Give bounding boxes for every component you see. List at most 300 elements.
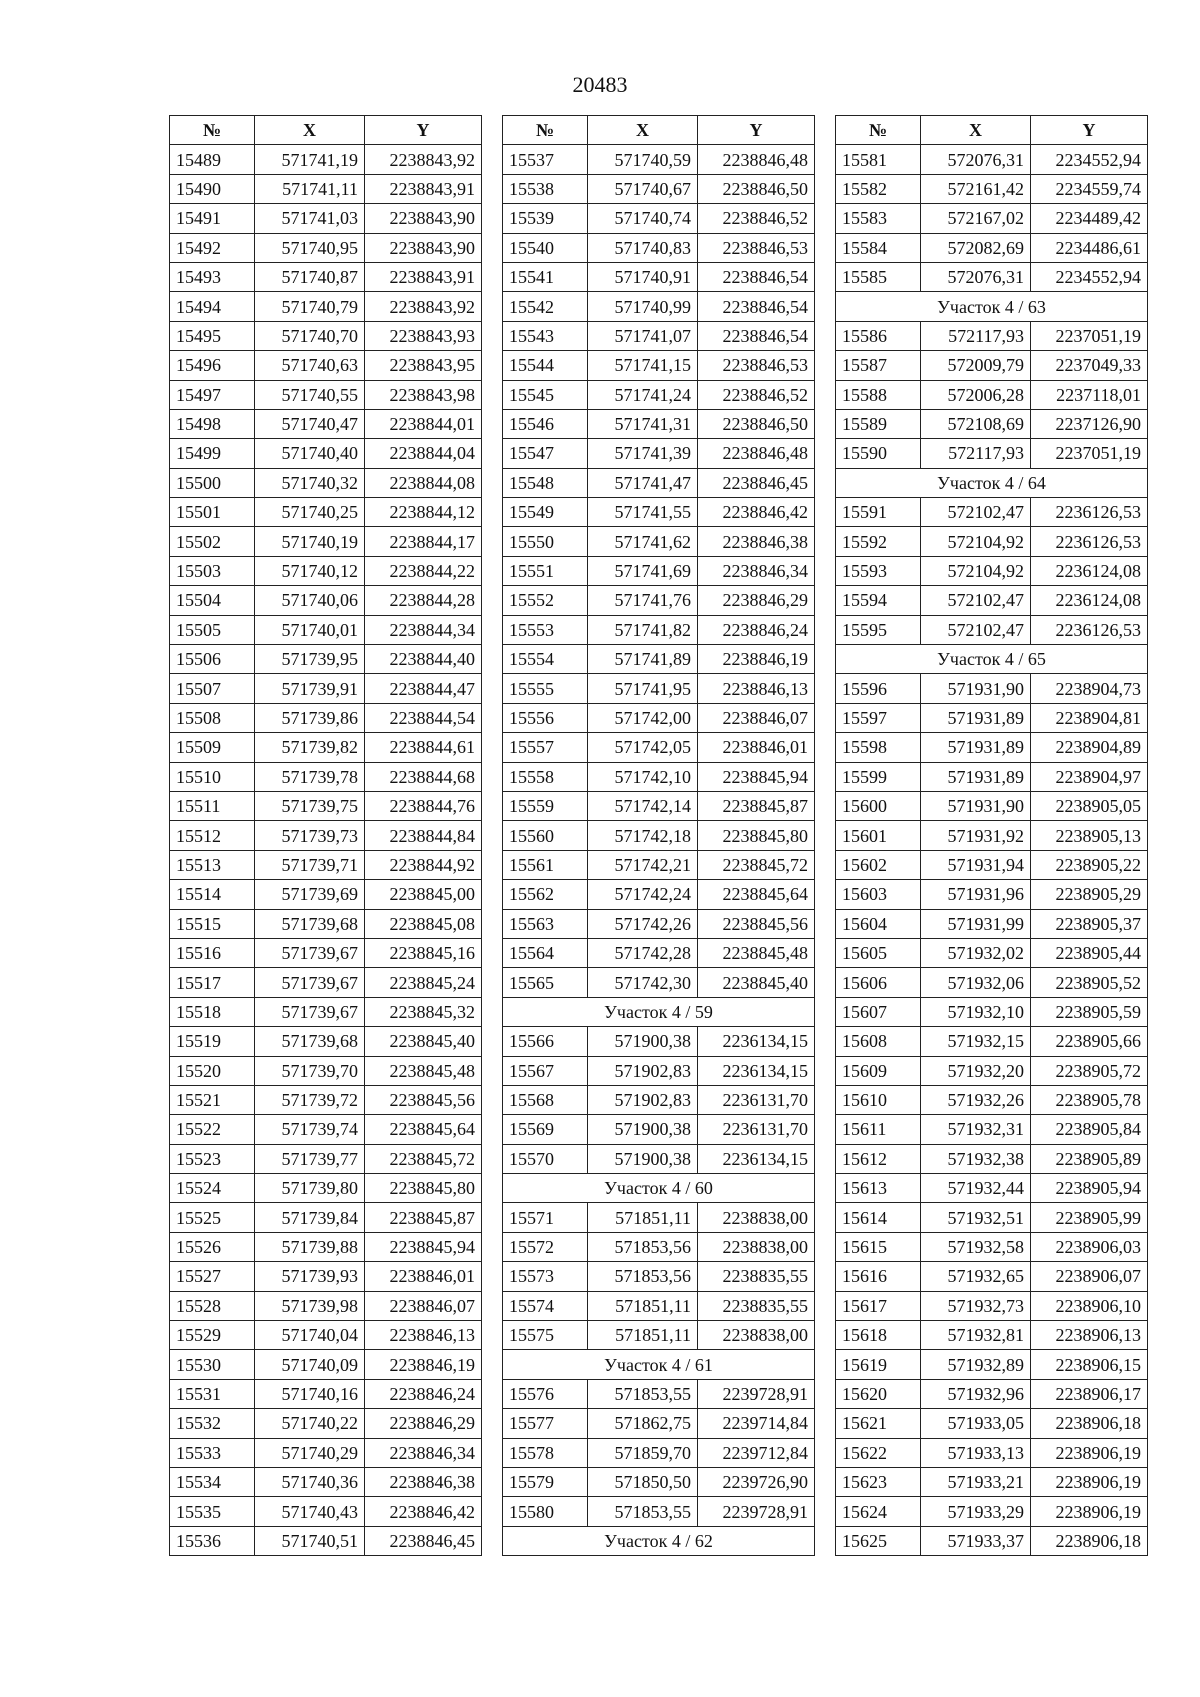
table-row [503, 1438, 815, 1467]
coord-y: 2238845,72 [365, 1144, 482, 1173]
coord-y: 2238835,55 [698, 1291, 815, 1320]
table-row [170, 703, 482, 732]
point-number: 15536 [170, 1526, 255, 1555]
coord-y: 2237126,90 [1031, 409, 1148, 438]
table-row [836, 850, 1148, 879]
coord-y: 2238844,47 [365, 674, 482, 703]
coord-x: 571739,67 [255, 997, 365, 1026]
coord-x: 571740,55 [255, 380, 365, 409]
table-row [170, 762, 482, 791]
point-number: 15508 [170, 703, 255, 732]
coord-x: 571740,63 [255, 351, 365, 380]
point-number: 15574 [503, 1291, 588, 1320]
coord-x: 571741,15 [588, 351, 698, 380]
point-number: 15555 [503, 674, 588, 703]
coord-y: 2238845,94 [365, 1232, 482, 1261]
coord-y: 2238905,59 [1031, 997, 1148, 1026]
coord-x: 571932,89 [921, 1350, 1031, 1379]
table-row [836, 1291, 1148, 1320]
table-row [503, 1232, 815, 1261]
coord-x: 571739,82 [255, 733, 365, 762]
point-number: 15573 [503, 1262, 588, 1291]
table-row [170, 409, 482, 438]
coord-y: 2238844,76 [365, 791, 482, 820]
coord-y: 2238843,95 [365, 351, 482, 380]
point-number: 15531 [170, 1379, 255, 1408]
table-row [170, 821, 482, 850]
coord-x: 571740,51 [255, 1526, 365, 1555]
coord-y: 2238846,38 [365, 1467, 482, 1496]
coord-x: 571741,76 [588, 586, 698, 615]
header-y: Y [365, 116, 482, 145]
coord-y: 2238846,34 [365, 1438, 482, 1467]
coord-y: 2238843,91 [365, 174, 482, 203]
coord-x: 572006,28 [921, 380, 1031, 409]
table-header-row [503, 116, 815, 145]
coord-y: 2236134,15 [698, 1056, 815, 1085]
coord-y: 2238843,92 [365, 292, 482, 321]
table-row [170, 1409, 482, 1438]
table-row [170, 380, 482, 409]
point-number: 15495 [170, 321, 255, 350]
coord-x: 571740,40 [255, 439, 365, 468]
point-number: 15520 [170, 1056, 255, 1085]
coord-y: 2238905,99 [1031, 1203, 1148, 1232]
section-title: Участок 4 / 59 [503, 997, 815, 1026]
coord-y: 2238846,45 [698, 468, 815, 497]
coord-x: 572102,47 [921, 586, 1031, 615]
header-number: № [836, 116, 921, 145]
coord-y: 2238843,93 [365, 321, 482, 350]
coord-y: 2238844,22 [365, 556, 482, 585]
coord-x: 571739,73 [255, 821, 365, 850]
point-number: 15616 [836, 1262, 921, 1291]
coord-x: 571739,84 [255, 1203, 365, 1232]
table-row [503, 733, 815, 762]
table-row [170, 1232, 482, 1261]
table-row [836, 1027, 1148, 1056]
table-row [170, 909, 482, 938]
coord-x: 571740,87 [255, 262, 365, 291]
coord-x: 571740,04 [255, 1321, 365, 1350]
table-row [170, 174, 482, 203]
coord-x: 571740,95 [255, 233, 365, 262]
coord-x: 571741,55 [588, 498, 698, 527]
coord-x: 571853,55 [588, 1497, 698, 1526]
coord-x: 571932,44 [921, 1174, 1031, 1203]
coord-x: 571850,50 [588, 1467, 698, 1496]
coord-y: 2238905,13 [1031, 821, 1148, 850]
coord-x: 571742,14 [588, 791, 698, 820]
point-number: 15610 [836, 1085, 921, 1114]
point-number: 15538 [503, 174, 588, 203]
point-number: 15582 [836, 174, 921, 203]
coord-y: 2238844,68 [365, 762, 482, 791]
table-row [170, 527, 482, 556]
header-number: № [503, 116, 588, 145]
coord-x: 571740,19 [255, 527, 365, 556]
coord-y: 2239728,91 [698, 1379, 815, 1408]
coord-x: 571739,80 [255, 1174, 365, 1203]
coord-x: 571932,38 [921, 1144, 1031, 1173]
coord-y: 2238846,29 [698, 586, 815, 615]
point-number: 15525 [170, 1203, 255, 1232]
point-number: 15569 [503, 1115, 588, 1144]
coord-y: 2238845,94 [698, 762, 815, 791]
coord-y: 2238845,72 [698, 850, 815, 879]
coord-x: 571739,88 [255, 1232, 365, 1261]
table-row [170, 321, 482, 350]
point-number: 15604 [836, 909, 921, 938]
coord-y: 2236126,53 [1031, 527, 1148, 556]
table-row [836, 1085, 1148, 1114]
coord-y: 2238846,42 [365, 1497, 482, 1526]
coord-x: 571931,90 [921, 791, 1031, 820]
coord-y: 2238845,00 [365, 880, 482, 909]
coord-x: 572082,69 [921, 233, 1031, 262]
point-number: 15537 [503, 145, 588, 174]
table-row [170, 439, 482, 468]
coord-x: 571931,96 [921, 880, 1031, 909]
point-number: 15529 [170, 1321, 255, 1350]
coord-x: 571739,95 [255, 645, 365, 674]
coord-x: 571741,95 [588, 674, 698, 703]
coord-x: 572167,02 [921, 204, 1031, 233]
point-number: 15552 [503, 586, 588, 615]
table-row [170, 968, 482, 997]
coord-x: 571932,51 [921, 1203, 1031, 1232]
point-number: 15581 [836, 145, 921, 174]
coord-x: 571851,11 [588, 1321, 698, 1350]
table-row [170, 204, 482, 233]
table-row [836, 556, 1148, 585]
coord-x: 571739,69 [255, 880, 365, 909]
point-number: 15558 [503, 762, 588, 791]
point-number: 15603 [836, 880, 921, 909]
coord-x: 571739,68 [255, 1027, 365, 1056]
point-number: 15617 [836, 1291, 921, 1320]
coord-y: 2238844,28 [365, 586, 482, 615]
point-number: 15553 [503, 615, 588, 644]
point-number: 15613 [836, 1174, 921, 1203]
point-number: 15592 [836, 527, 921, 556]
section-row [836, 645, 1148, 674]
coord-y: 2238844,84 [365, 821, 482, 850]
table-row [836, 1144, 1148, 1173]
table-row [836, 1497, 1148, 1526]
table-row [503, 1144, 815, 1173]
coord-y: 2238844,34 [365, 615, 482, 644]
coord-y: 2238845,40 [698, 968, 815, 997]
coord-x: 571741,69 [588, 556, 698, 585]
point-number: 15528 [170, 1291, 255, 1320]
point-number: 15497 [170, 380, 255, 409]
point-number: 15534 [170, 1467, 255, 1496]
point-number: 15522 [170, 1115, 255, 1144]
coord-y: 2238838,00 [698, 1232, 815, 1261]
coord-y: 2238905,37 [1031, 909, 1148, 938]
coord-y: 2238905,29 [1031, 880, 1148, 909]
table-row [503, 586, 815, 615]
coord-x: 571741,39 [588, 439, 698, 468]
coord-x: 571741,47 [588, 468, 698, 497]
point-number: 15503 [170, 556, 255, 585]
point-number: 15500 [170, 468, 255, 497]
coord-y: 2238845,56 [365, 1085, 482, 1114]
table-row [170, 292, 482, 321]
table-row [170, 1291, 482, 1320]
point-number: 15608 [836, 1027, 921, 1056]
coord-y: 2237118,01 [1031, 380, 1148, 409]
table-row [503, 1027, 815, 1056]
coord-x: 571932,02 [921, 938, 1031, 967]
coord-x: 571739,98 [255, 1291, 365, 1320]
table-row [170, 1467, 482, 1496]
point-number: 15543 [503, 321, 588, 350]
coord-x: 571853,56 [588, 1232, 698, 1261]
point-number: 15512 [170, 821, 255, 850]
coord-x: 571900,38 [588, 1027, 698, 1056]
coord-x: 571932,15 [921, 1027, 1031, 1056]
table-row [170, 791, 482, 820]
coord-x: 572104,92 [921, 527, 1031, 556]
table-row [170, 1144, 482, 1173]
section-title: Участок 4 / 64 [836, 468, 1148, 497]
coord-x: 571932,26 [921, 1085, 1031, 1114]
table-row [503, 674, 815, 703]
header-number: № [170, 116, 255, 145]
coord-y: 2238904,73 [1031, 674, 1148, 703]
table-row [503, 439, 815, 468]
coord-y: 2238846,52 [698, 204, 815, 233]
point-number: 15564 [503, 938, 588, 967]
coord-x: 571741,89 [588, 645, 698, 674]
coord-y: 2238846,53 [698, 351, 815, 380]
table-row [170, 615, 482, 644]
coord-y: 2238905,22 [1031, 850, 1148, 879]
point-number: 15499 [170, 439, 255, 468]
table-row [170, 1321, 482, 1350]
point-number: 15625 [836, 1526, 921, 1555]
point-number: 15498 [170, 409, 255, 438]
coord-y: 2237049,33 [1031, 351, 1148, 380]
coord-x: 571900,38 [588, 1115, 698, 1144]
point-number: 15491 [170, 204, 255, 233]
section-title: Участок 4 / 60 [503, 1174, 815, 1203]
section-row [503, 997, 815, 1026]
point-number: 15566 [503, 1027, 588, 1056]
coord-x: 571740,99 [588, 292, 698, 321]
coord-x: 571740,09 [255, 1350, 365, 1379]
coord-y: 2238906,03 [1031, 1232, 1148, 1261]
page-number: 20483 [572, 72, 628, 97]
coord-x: 571740,91 [588, 262, 698, 291]
coord-y: 2238846,13 [698, 674, 815, 703]
point-number: 15539 [503, 204, 588, 233]
table-row [836, 527, 1148, 556]
coord-y: 2238846,34 [698, 556, 815, 585]
coord-y: 2238845,48 [698, 938, 815, 967]
table-row [170, 262, 482, 291]
point-number: 15532 [170, 1409, 255, 1438]
table-row [503, 498, 815, 527]
table-row [836, 762, 1148, 791]
coord-x: 571902,83 [588, 1056, 698, 1085]
coord-x: 571739,93 [255, 1262, 365, 1291]
coord-x: 571740,47 [255, 409, 365, 438]
table-row [836, 1409, 1148, 1438]
table-row [836, 321, 1148, 350]
table-row [170, 938, 482, 967]
table-row [836, 1379, 1148, 1408]
coord-x: 571933,37 [921, 1526, 1031, 1555]
point-number: 15575 [503, 1321, 588, 1350]
point-number: 15556 [503, 703, 588, 732]
coord-y: 2238846,54 [698, 262, 815, 291]
coord-y: 2238905,89 [1031, 1144, 1148, 1173]
coord-x: 572102,47 [921, 498, 1031, 527]
coord-y: 2238846,50 [698, 409, 815, 438]
table-row [170, 1438, 482, 1467]
section-row [503, 1526, 815, 1555]
point-number: 15611 [836, 1115, 921, 1144]
table-row [170, 351, 482, 380]
coord-x: 571739,78 [255, 762, 365, 791]
coord-x: 571931,94 [921, 850, 1031, 879]
table-row [503, 1262, 815, 1291]
point-number: 15560 [503, 821, 588, 850]
table-row [503, 409, 815, 438]
table-row [170, 1262, 482, 1291]
header-x: X [921, 116, 1031, 145]
coord-y: 2238846,19 [698, 645, 815, 674]
coord-y: 2238846,07 [365, 1291, 482, 1320]
table-row [170, 733, 482, 762]
table-row [170, 145, 482, 174]
coord-y: 2238845,64 [698, 880, 815, 909]
coord-x: 571739,74 [255, 1115, 365, 1144]
coord-x: 571741,24 [588, 380, 698, 409]
coord-x: 571740,59 [588, 145, 698, 174]
point-number: 15511 [170, 791, 255, 820]
coord-y: 2238845,24 [365, 968, 482, 997]
point-number: 15590 [836, 439, 921, 468]
coord-y: 2238846,07 [698, 703, 815, 732]
coord-x: 571742,26 [588, 909, 698, 938]
point-number: 15521 [170, 1085, 255, 1114]
point-number: 15580 [503, 1497, 588, 1526]
coord-y: 2239726,90 [698, 1467, 815, 1496]
point-number: 15567 [503, 1056, 588, 1085]
point-number: 15595 [836, 615, 921, 644]
coord-y: 2239712,84 [698, 1438, 815, 1467]
point-number: 15509 [170, 733, 255, 762]
coord-y: 2238845,16 [365, 938, 482, 967]
point-number: 15565 [503, 968, 588, 997]
point-number: 15547 [503, 439, 588, 468]
coord-y: 2238846,54 [698, 321, 815, 350]
point-number: 15591 [836, 498, 921, 527]
table-row [836, 703, 1148, 732]
coord-y: 2238844,01 [365, 409, 482, 438]
point-number: 15577 [503, 1409, 588, 1438]
coord-y: 2238846,01 [365, 1262, 482, 1291]
table-row [836, 204, 1148, 233]
coord-x: 571742,21 [588, 850, 698, 879]
coord-y: 2238845,87 [698, 791, 815, 820]
coord-x: 571742,00 [588, 703, 698, 732]
coord-x: 571739,75 [255, 791, 365, 820]
coord-x: 571741,07 [588, 321, 698, 350]
point-number: 15523 [170, 1144, 255, 1173]
section-row [836, 292, 1148, 321]
table-row [170, 586, 482, 615]
point-number: 15579 [503, 1467, 588, 1496]
table-row [836, 174, 1148, 203]
coord-y: 2234489,42 [1031, 204, 1148, 233]
coord-y: 2238846,54 [698, 292, 815, 321]
table-row [170, 674, 482, 703]
section-row [503, 1174, 815, 1203]
coord-x: 571851,11 [588, 1291, 698, 1320]
table-row [503, 615, 815, 644]
table-row [170, 1085, 482, 1114]
point-number: 15562 [503, 880, 588, 909]
coord-x: 571739,67 [255, 968, 365, 997]
coord-y: 2238846,38 [698, 527, 815, 556]
point-number: 15544 [503, 351, 588, 380]
coord-x: 571740,22 [255, 1409, 365, 1438]
table-row [836, 791, 1148, 820]
point-number: 15571 [503, 1203, 588, 1232]
table-row [836, 1056, 1148, 1085]
table-row [170, 880, 482, 909]
point-number: 15518 [170, 997, 255, 1026]
table-row [836, 439, 1148, 468]
coord-y: 2238846,42 [698, 498, 815, 527]
coord-y: 2238844,61 [365, 733, 482, 762]
table-row [503, 321, 815, 350]
table-header-row [836, 116, 1148, 145]
table-row [170, 1056, 482, 1085]
coord-x: 571932,58 [921, 1232, 1031, 1261]
coord-x: 571933,21 [921, 1467, 1031, 1496]
table-row [836, 674, 1148, 703]
coord-x: 571741,62 [588, 527, 698, 556]
coord-x: 571931,89 [921, 703, 1031, 732]
point-number: 15541 [503, 262, 588, 291]
table-row [170, 1497, 482, 1526]
point-number: 15583 [836, 204, 921, 233]
coord-y: 2238845,80 [698, 821, 815, 850]
coord-y: 2238906,19 [1031, 1467, 1148, 1496]
table-row [503, 527, 815, 556]
coord-y: 2238846,01 [698, 733, 815, 762]
point-number: 15615 [836, 1232, 921, 1261]
coord-y: 2238843,92 [365, 145, 482, 174]
coord-y: 2238844,12 [365, 498, 482, 527]
coord-y: 2238905,72 [1031, 1056, 1148, 1085]
table-row [170, 645, 482, 674]
coord-y: 2238846,29 [365, 1409, 482, 1438]
coord-x: 571741,82 [588, 615, 698, 644]
coord-y: 2238846,13 [365, 1321, 482, 1350]
table-row [503, 791, 815, 820]
point-number: 15596 [836, 674, 921, 703]
table-row [836, 938, 1148, 967]
point-number: 15559 [503, 791, 588, 820]
header-y: Y [1031, 116, 1148, 145]
